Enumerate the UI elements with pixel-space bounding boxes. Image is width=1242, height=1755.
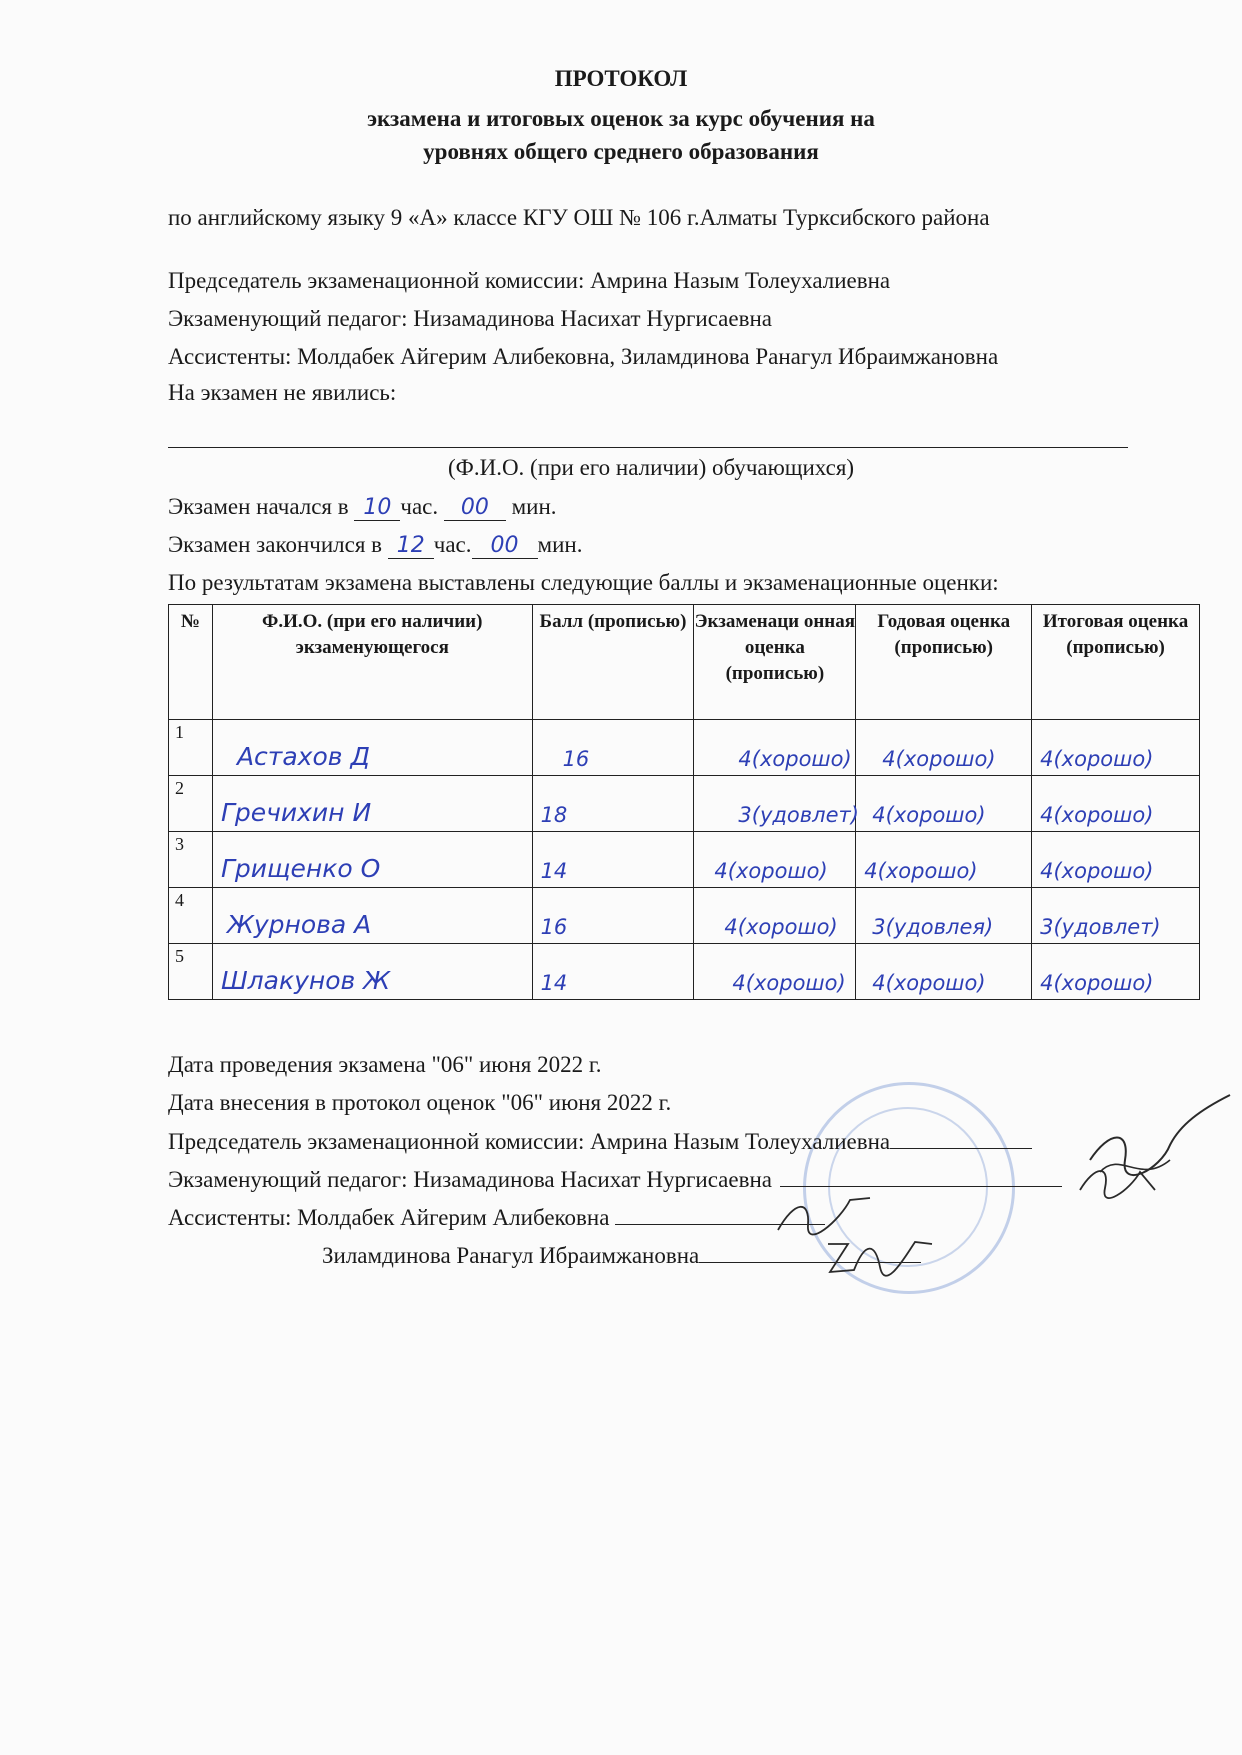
row-number: 3 (175, 834, 184, 854)
exam-grade-cell (694, 888, 856, 944)
absent-students-blank-line (168, 447, 1128, 448)
score-cell (532, 832, 694, 888)
row-number: 5 (175, 946, 184, 966)
annual-grade-cell (856, 944, 1032, 1000)
table-row (169, 776, 1200, 832)
final-grade: 4(хорошо) (1040, 971, 1154, 995)
exam-grade: 3(удовлет) (738, 803, 859, 827)
student-name: Журнова А (226, 910, 372, 939)
row-number-cell (169, 888, 213, 944)
record-date: Дата внесения в протокол оценок "06" июня 2022 г. (168, 1090, 672, 1115)
start-prefix: Экзамен начался в (168, 494, 349, 519)
final-grade-cell (1032, 944, 1200, 1000)
final-grade-cell (1032, 888, 1200, 944)
exam-grade: 4(хорошо) (732, 971, 846, 995)
exam-end-line (168, 532, 582, 559)
student-name: Астахов Д (236, 742, 370, 771)
row-number-cell (169, 776, 213, 832)
chair-signature-line (890, 1128, 1032, 1149)
header-score: Балл (прописью) (532, 605, 694, 720)
annual-grade: 4(хорошо) (882, 747, 996, 771)
end-min-unit: мин. (537, 532, 583, 557)
end-hour-blank (388, 532, 434, 559)
score-value: 14 (540, 971, 568, 995)
exam-start-line (168, 494, 557, 521)
student-name-cell (212, 776, 532, 832)
final-grade: 4(хорошо) (1040, 859, 1154, 883)
table-row (169, 888, 1200, 944)
footer-examiner: Экзаменующий педагог: Низамадинова Насихат Нургисаевна (168, 1167, 772, 1192)
student-name-cell (212, 888, 532, 944)
header-number: № (169, 605, 213, 720)
annual-grade-cell (856, 832, 1032, 888)
examiner-signature (1075, 1160, 1165, 1200)
header-exam-grade: Экзаменаци онная оценка (прописью) (694, 605, 856, 720)
end-hour-value: 12 (396, 533, 425, 558)
commission-chair: Председатель экзаменационной комиссии: Амрина Назым Толеухалиевна (168, 268, 891, 293)
final-grade-cell (1032, 776, 1200, 832)
document-subtitle-line1: экзамена и итоговых оценок за курс обучения на (367, 106, 875, 131)
student-name: Гречихин И (220, 798, 372, 827)
start-hour-blank (354, 494, 400, 521)
final-grade: 4(хорошо) (1040, 803, 1154, 827)
hour-unit: час. (400, 494, 439, 519)
final-grade-cell (1032, 720, 1200, 776)
document-title: ПРОТОКОЛ (554, 66, 688, 91)
score-cell (532, 776, 694, 832)
exam-grade-cell (694, 776, 859, 832)
annual-grade: 4(хорошо) (872, 803, 986, 827)
annual-grade: 3(удовлея) (872, 915, 994, 939)
footer-assistant2: Зиламдинова Ранагул Ибраимжановна (322, 1243, 700, 1268)
end-prefix: Экзамен закончился в (168, 532, 383, 557)
row-number: 1 (175, 722, 184, 742)
student-name: Шлакунов Ж (220, 966, 391, 995)
exam-date: Дата проведения экзамена "06" июня 2022 г. (168, 1052, 602, 1077)
header-name: Ф.И.О. (при его наличии) экзаменующегося (212, 605, 532, 720)
start-min-blank (444, 494, 506, 521)
final-grade-cell (1032, 832, 1200, 888)
end-min-blank (472, 532, 538, 559)
score-cell (532, 720, 694, 776)
footer-assistant1: Ассистенты: Молдабек Айгерим Алибековна (168, 1205, 610, 1230)
end-hour-unit: час. (433, 532, 472, 557)
min-unit: мин. (511, 494, 557, 519)
score-value: 14 (540, 859, 568, 883)
footer-examiner-line (168, 1166, 1062, 1193)
footer-chair: Председатель экзаменационной комиссии: Амрина Назым Толеухалиевна (168, 1129, 891, 1154)
commission-examiner: Экзаменующий педагог: Низамадинова Насихат Нургисаевна (168, 306, 772, 331)
student-name: Грищенко О (220, 854, 381, 883)
start-hour-value: 10 (363, 495, 392, 520)
exam-grade-cell (694, 944, 856, 1000)
absent-label: На экзамен не явились: (168, 380, 397, 405)
score-value: 18 (540, 803, 568, 827)
row-number-cell (169, 832, 213, 888)
assistant2-signature (820, 1232, 940, 1282)
row-number: 4 (175, 890, 184, 910)
score-cell (532, 944, 694, 1000)
exam-grade: 4(хорошо) (738, 747, 852, 771)
student-name-cell (212, 944, 532, 1000)
exam-grade-cell (694, 832, 856, 888)
score-value: 16 (562, 747, 590, 771)
annual-grade: 4(хорошо) (864, 859, 978, 883)
score-value: 16 (540, 915, 568, 939)
student-name-cell (212, 832, 532, 888)
exam-grade-cell (694, 720, 856, 776)
end-min-value: 00 (490, 533, 519, 558)
results-table (168, 604, 1200, 1000)
header-final-grade: Итоговая оценка (прописью) (1032, 605, 1200, 720)
absent-caption: (Ф.И.О. (при его наличии) обучающихся) (448, 455, 855, 480)
results-intro: По результатам экзамена выставлены следующие баллы и экзаменационные оценки: (168, 570, 999, 595)
row-number: 2 (175, 778, 184, 798)
exam-grade: 4(хорошо) (724, 915, 838, 939)
footer-chair-line (168, 1128, 1032, 1155)
annual-grade: 4(хорошо) (872, 971, 986, 995)
annual-grade-cell (856, 888, 1032, 944)
document-subtitle-line2: уровнях общего среднего образования (423, 139, 819, 164)
score-cell (532, 888, 694, 944)
table-row (169, 832, 1200, 888)
examiner-signature-line (780, 1166, 1062, 1187)
subject-line: по английскому языку 9 «А» классе КГУ ОШ № 106 г.Алматы Турксибского района (168, 205, 990, 230)
commission-assistants: Ассистенты: Молдабек Айгерим Алибековна, Зиламдинова Ранагул Ибраимжановна (168, 344, 999, 369)
start-min-value: 00 (460, 495, 489, 520)
final-grade: 3(удовлет) (1040, 915, 1161, 939)
table-row (169, 720, 1200, 776)
annual-grade-cell (856, 720, 1032, 776)
row-number-cell (169, 720, 213, 776)
table-row (169, 944, 1200, 1000)
table-header-row (169, 605, 1200, 720)
footer-assistant1-line (168, 1204, 825, 1231)
annual-grade-cell (856, 776, 1032, 832)
row-number-cell (169, 944, 213, 1000)
student-name-cell (212, 720, 532, 776)
final-grade: 4(хорошо) (1040, 747, 1154, 771)
header-annual-grade: Годовая оценка (прописью) (856, 605, 1032, 720)
exam-grade: 4(хорошо) (714, 859, 828, 883)
